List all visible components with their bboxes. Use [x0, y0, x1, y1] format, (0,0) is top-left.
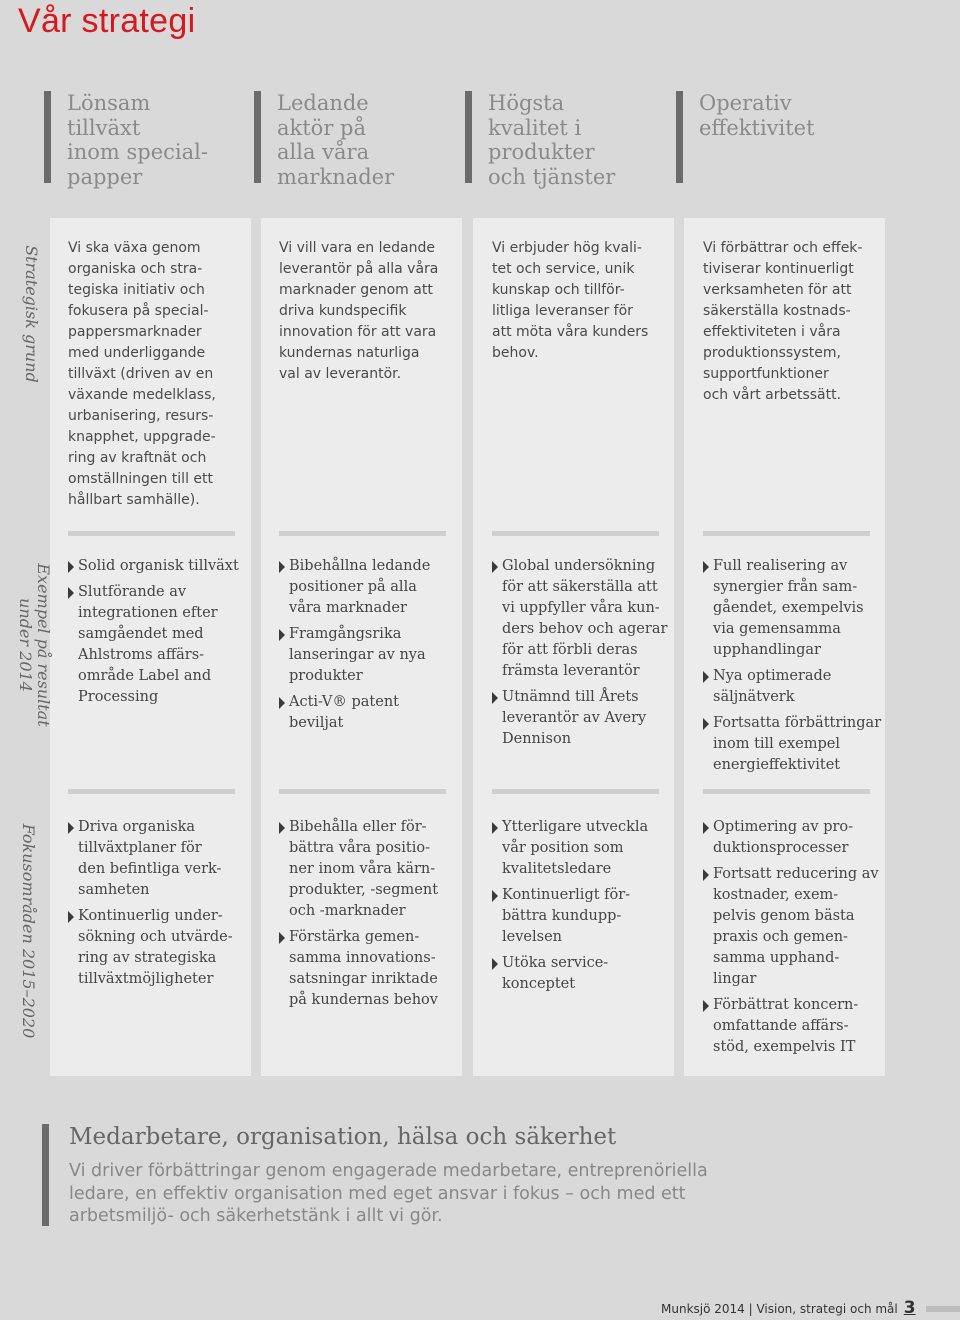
list-item: Driva organiska tillväxtplaner för den befintliga verk- samheten	[68, 817, 248, 901]
list-item: Förstärka gemen- samma innovations- satsningar inriktade på kundernas behov	[279, 927, 459, 1011]
row-label-results-2014: Exempel på resultat under 2014	[16, 563, 53, 727]
triangle-bullet-icon	[279, 561, 285, 573]
employees-heading: Medarbetare, organisation, hälsa och säkerhet	[69, 1124, 617, 1150]
separator	[492, 531, 659, 536]
separator	[492, 789, 659, 794]
focus-list-2	[279, 817, 459, 1016]
row-label-strategic-basis: Strategisk grund	[22, 245, 41, 383]
list-item: Kontinuerlig under- sökning och utvärde- ring av strategiska tillväxtmöjligheter	[68, 906, 248, 990]
triangle-bullet-icon	[279, 932, 285, 944]
list-item: Fortsatta förbättringar inom till exempel energieffektivitet	[703, 713, 883, 776]
list-item: Utöka service- konceptet	[492, 953, 672, 995]
list-item: Framgångsrika lanseringar av nya produkter	[279, 624, 459, 687]
triangle-bullet-icon	[68, 822, 74, 834]
list-item: Fortsatt reducering av kostnader, exem- pelvis genom bästa praxis och gemen- samma upphand- lingar	[703, 864, 883, 990]
triangle-bullet-icon	[703, 1000, 709, 1012]
list-item: Optimering av pro- duktionsprocesser	[703, 817, 883, 859]
focus-list-4	[703, 817, 883, 1063]
triangle-bullet-icon	[68, 561, 74, 573]
triangle-bullet-icon	[703, 718, 709, 730]
triangle-bullet-icon	[279, 822, 285, 834]
list-item: Bibehållna ledande positioner på alla våra marknader	[279, 556, 459, 619]
triangle-bullet-icon	[703, 869, 709, 881]
separator	[703, 789, 870, 794]
strategic-basis-text-4: Vi förbättrar och effek- tiviserar kontinuerligt verksamheten för att säkerställa kostnads- effektiviteten i våra produktionssystem, supportfunktioner och vårt arbetssätt.	[703, 240, 863, 403]
separator	[279, 789, 446, 794]
triangle-bullet-icon	[279, 697, 285, 709]
page-title: Vår strategi	[18, 2, 196, 40]
triangle-bullet-icon	[492, 692, 498, 704]
results-list-1	[68, 556, 248, 713]
list-item: Ytterligare utveckla vår position som kvalitetsledare	[492, 817, 672, 880]
focus-list-1	[68, 817, 248, 995]
triangle-bullet-icon	[703, 561, 709, 573]
triangle-bullet-icon	[68, 911, 74, 923]
list-item: Solid organisk tillväxt	[68, 556, 248, 577]
list-item: Slutförande av integrationen efter samgåendet med Ahlstroms affärs- område Label and Processing	[68, 582, 248, 708]
pillar-heading-2: Ledande aktör på alla våra marknader	[254, 91, 454, 183]
list-item: Utnämnd till Årets leverantör av Avery Dennison	[492, 687, 672, 750]
results-list-2	[279, 556, 459, 739]
pillar-heading-1: Lönsam tillväxt inom special- papper	[44, 91, 244, 183]
pillar-heading-4: Operativ effektivitet	[676, 91, 876, 183]
footer-bar	[926, 1306, 960, 1312]
page-number: 3	[903, 1298, 916, 1318]
employees-text: Vi driver förbättringar genom engagerade medarbetare, entreprenöriella ledare, en effektiv organisation med eget ansvar i fokus – och med ett arbetsmiljö- och säkerhetstänk i allt vi gör.	[69, 1161, 708, 1226]
list-item: Förbättrat koncern- omfattande affärs- stöd, exempelvis IT	[703, 995, 883, 1058]
separator	[279, 531, 446, 536]
list-item: Bibehålla eller för- bättra våra positio- ner inom våra kärn- produkter, -segment och -marknader	[279, 817, 459, 922]
list-item: Global undersökning för att säkerställa att vi uppfyller våra kun- ders behov och agerar för att förbli deras främsta leverantör	[492, 556, 672, 682]
strategic-basis-text-3: Vi erbjuder hög kvali- tet och service, unik kunskap och tillför- litliga leveranser för att möta våra kunders behov.	[492, 240, 649, 361]
list-item: Acti-V® patent beviljat	[279, 692, 459, 734]
strategic-basis-text-2: Vi vill vara en ledande leverantör på alla våra marknader genom att driva kundspecifik innovation för att vara kundernas naturliga val av leverantör.	[279, 240, 439, 382]
triangle-bullet-icon	[492, 822, 498, 834]
list-item: Nya optimerade säljnätverk	[703, 666, 883, 708]
triangle-bullet-icon	[703, 671, 709, 683]
results-list-4	[703, 556, 883, 781]
triangle-bullet-icon	[279, 629, 285, 641]
separator	[68, 789, 235, 794]
strategic-basis-text-1: Vi ska växa genom organiska och stra- tegiska initiativ och fokusera på special- pappersmarknader med underliggande tillväxt (driven av en växande medelklass, urbanisering, resurs- knapphet, uppgrade- ring av kraftnät och omställningen till ett hållbart samhälle).	[68, 240, 216, 508]
triangle-bullet-icon	[703, 822, 709, 834]
results-list-3	[492, 556, 672, 755]
employees-section	[42, 1124, 742, 1226]
separator	[703, 531, 870, 536]
pillar-heading-3: Högsta kvalitet i produkter och tjänster	[465, 91, 665, 183]
focus-list-3	[492, 817, 672, 1000]
separator	[68, 531, 235, 536]
list-item: Full realisering av synergier från sam- gåendet, exempelvis via gemensamma upphandlingar	[703, 556, 883, 661]
row-label-focus-areas: Fokusområden 2015–2020	[19, 823, 38, 1039]
triangle-bullet-icon	[492, 561, 498, 573]
list-item: Kontinuerligt för- bättra kundupp- levelsen	[492, 885, 672, 948]
footer-text: Munksjö 2014 | Vision, strategi och mål	[661, 1302, 898, 1316]
triangle-bullet-icon	[68, 587, 74, 599]
triangle-bullet-icon	[492, 958, 498, 970]
page-footer	[661, 1298, 916, 1318]
triangle-bullet-icon	[492, 890, 498, 902]
